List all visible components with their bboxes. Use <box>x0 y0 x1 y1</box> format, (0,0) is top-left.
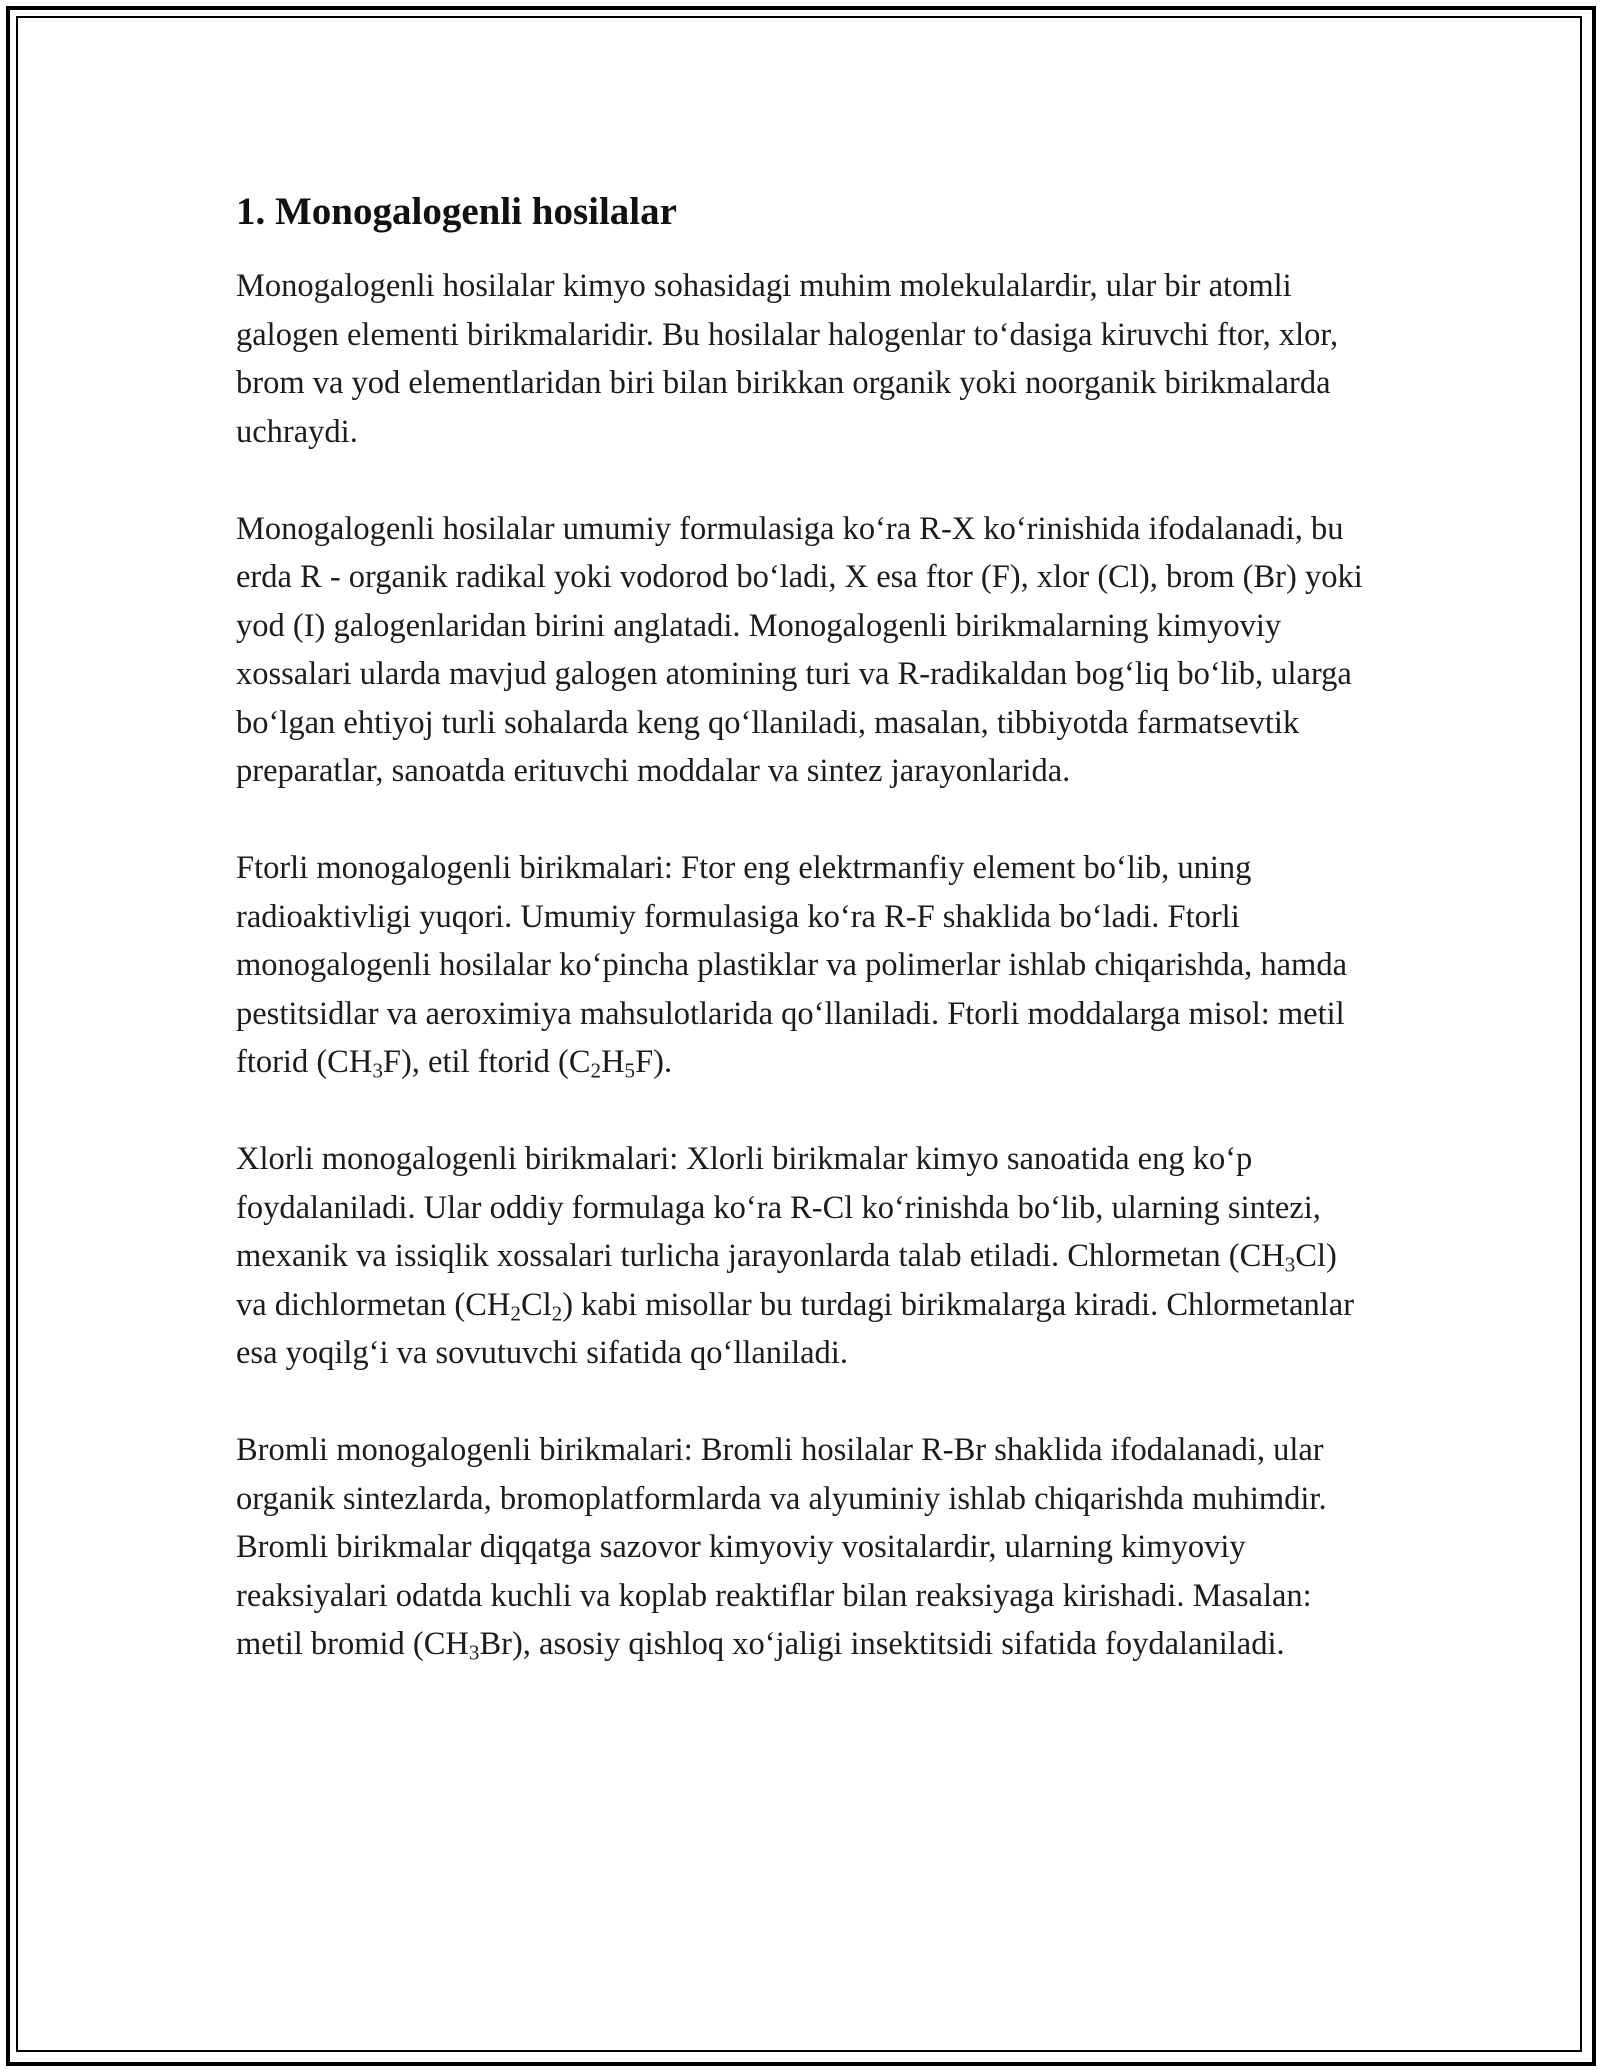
section-heading: 1. Monogalogenli hosilalar <box>236 190 677 233</box>
subscript: 2 <box>590 1058 602 1083</box>
paragraph-intro: Monogalogenli hosilalar kimyo sohasidagi muhim molekulalardir, ular bir atomli galogen elementi birikmalaridir. Bu hosilalar halogenlar to‘dasiga kiruvchi ftor, xlor, brom va yod elementlaridan biri bilan birikkan organik yoki noorganik birikmalarda uchraydi. <box>236 268 1339 450</box>
paragraph-fluorine <box>236 844 1366 1087</box>
paragraph-text: F), etil ftorid (C <box>382 1044 591 1080</box>
subscript: 3 <box>1284 1252 1296 1277</box>
paragraph-text: H <box>601 1044 625 1080</box>
paragraph-general-formula: Monogalogenli hosilalar umumiy formulasiga ko‘ra R-X ko‘rinishida ifodalanadi, bu erda R - organik radikal yoki vodorod bo‘ladi, X esa ftor (F), xlor (Cl), brom (Br) yoki yod (I) galogenlaridan birini anglatadi. Monogalogenli birikmalarning kimyoviy xossalari ularda mavjud galogen atomining turi va R-radikaldan bog‘liq bo‘lib, ularga bo‘lgan ehtiyoj turli sohalarda keng qo‘llaniladi, masalan, tibbiyotda farmatsevtik preparatlar, sanoatda erituvchi moddalar va sintez jarayonlarida. <box>236 510 1363 789</box>
subscript: 2 <box>551 1300 563 1325</box>
subscript: 2 <box>510 1300 521 1325</box>
paragraph-text: Xlorli monogalogenli birikmalari: Xlorli birikmalar kimyo sanoatida eng ko‘p foydalaniladi. Ular oddiy formulaga ko‘ra R-Cl ko‘rinishda bo‘lib, ularning sintezi, mexanik va issiqlik xossalari turlicha jarayonlarda talab etiladi. Chlormetan (CH <box>236 1141 1321 1274</box>
paragraph-text: F). <box>635 1044 673 1080</box>
subscript: 3 <box>468 1640 480 1665</box>
paragraph-text: Ftorli monogalogenli birikmalari: Ftor eng elektrmanfiy element bo‘lib, uning radioaktivligi yuqori. Umumiy formulasiga ko‘ra R-F shaklida bo‘ladi. Ftorli monogalogenli hosilalar ko‘pincha plastiklar va polimerlar ishlab chiqarishda, hamda pestitsidlar va aeroximiya mahsulotlarida qo‘llaniladi. Ftorli moddalarga misol: metil ftorid (CH <box>236 850 1347 1080</box>
document-body <box>236 186 1366 1717</box>
paragraph-chlorine <box>236 1135 1366 1378</box>
paragraph-text: Br), asosiy qishloq xo‘jaligi insektitsidi sifatida foydalaniladi. <box>479 1626 1285 1662</box>
paragraph-bromine <box>236 1426 1366 1669</box>
subscript: 3 <box>372 1058 383 1083</box>
paragraph-text: Cl <box>520 1286 552 1323</box>
paragraph-text: Cl) va dichlormetan (CH <box>236 1238 1337 1323</box>
subscript: 5 <box>624 1058 636 1083</box>
paragraph-text: Bromli monogalogenli birikmalari: Bromli hosilalar R-Br shaklida ifodalanadi, ular organik sintezlarda, bromoplatformlarda va alyuminiy ishlab chiqarishda muhimdir. Bromli birikmalar diqqatga sazovor kimyoviy vositalardir, ularning kimyoviy reaksiyalari odatda kuchli va koplab reaktiflar bilan reaksiyaga kirishadi. Masalan: metil bromid (CH <box>236 1432 1327 1662</box>
paragraph-text: ) kabi misollar bu turdagi birikmalarga kiradi. Chlormetanlar esa yoqilg‘i va sovutuvchi sifatida qo‘llaniladi. <box>236 1286 1355 1371</box>
